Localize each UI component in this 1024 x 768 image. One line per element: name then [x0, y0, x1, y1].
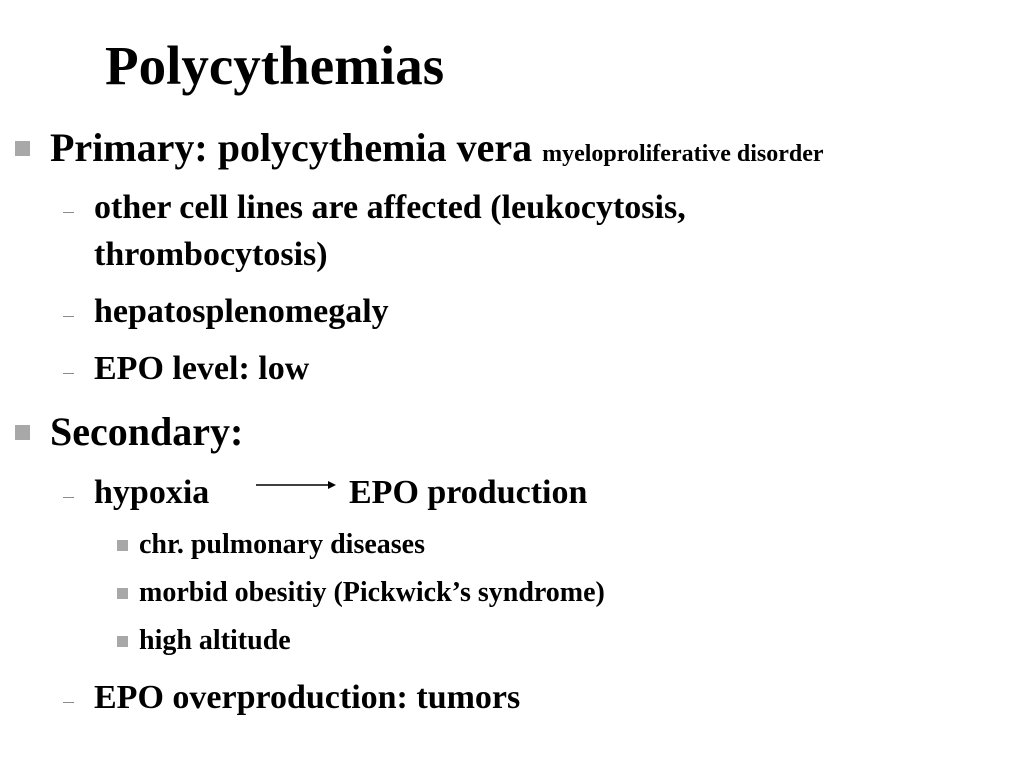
primary-item: EPO level: low	[94, 350, 310, 387]
primary-heading-text: Primary: polycythemia vera	[50, 125, 533, 170]
dash-icon	[63, 497, 74, 498]
secondary-heading: Secondary:	[50, 409, 244, 454]
primary-heading	[50, 125, 824, 170]
bullet-square-icon	[117, 636, 128, 647]
slide-title: Polycythemias	[105, 35, 445, 96]
hypoxia-label: hypoxia	[94, 474, 210, 511]
overproduction-item: EPO overproduction: tumors	[94, 679, 521, 716]
cause-item: chr. pulmonary diseases	[139, 529, 426, 560]
primary-item: other cell lines are affected (leukocytosis,	[94, 189, 686, 226]
primary-item: hepatosplenomegaly	[94, 293, 389, 330]
dash-icon	[63, 373, 74, 374]
primary-item-continuation: thrombocytosis)	[94, 236, 328, 273]
epo-production-label: EPO production	[349, 474, 588, 511]
dash-icon	[63, 316, 74, 317]
bullet-square-icon	[15, 425, 30, 440]
dash-icon	[63, 702, 74, 703]
primary-note: myeloproliferative disorder	[542, 141, 824, 167]
cause-item: high altitude	[139, 625, 291, 656]
bullet-square-icon	[15, 141, 30, 156]
bullet-square-icon	[117, 588, 128, 599]
arrow-right-icon	[256, 479, 336, 491]
cause-item: morbid obesitiy (Pickwick’s syndrome)	[139, 577, 605, 608]
bullet-square-icon	[117, 540, 128, 551]
dash-icon	[63, 212, 74, 213]
